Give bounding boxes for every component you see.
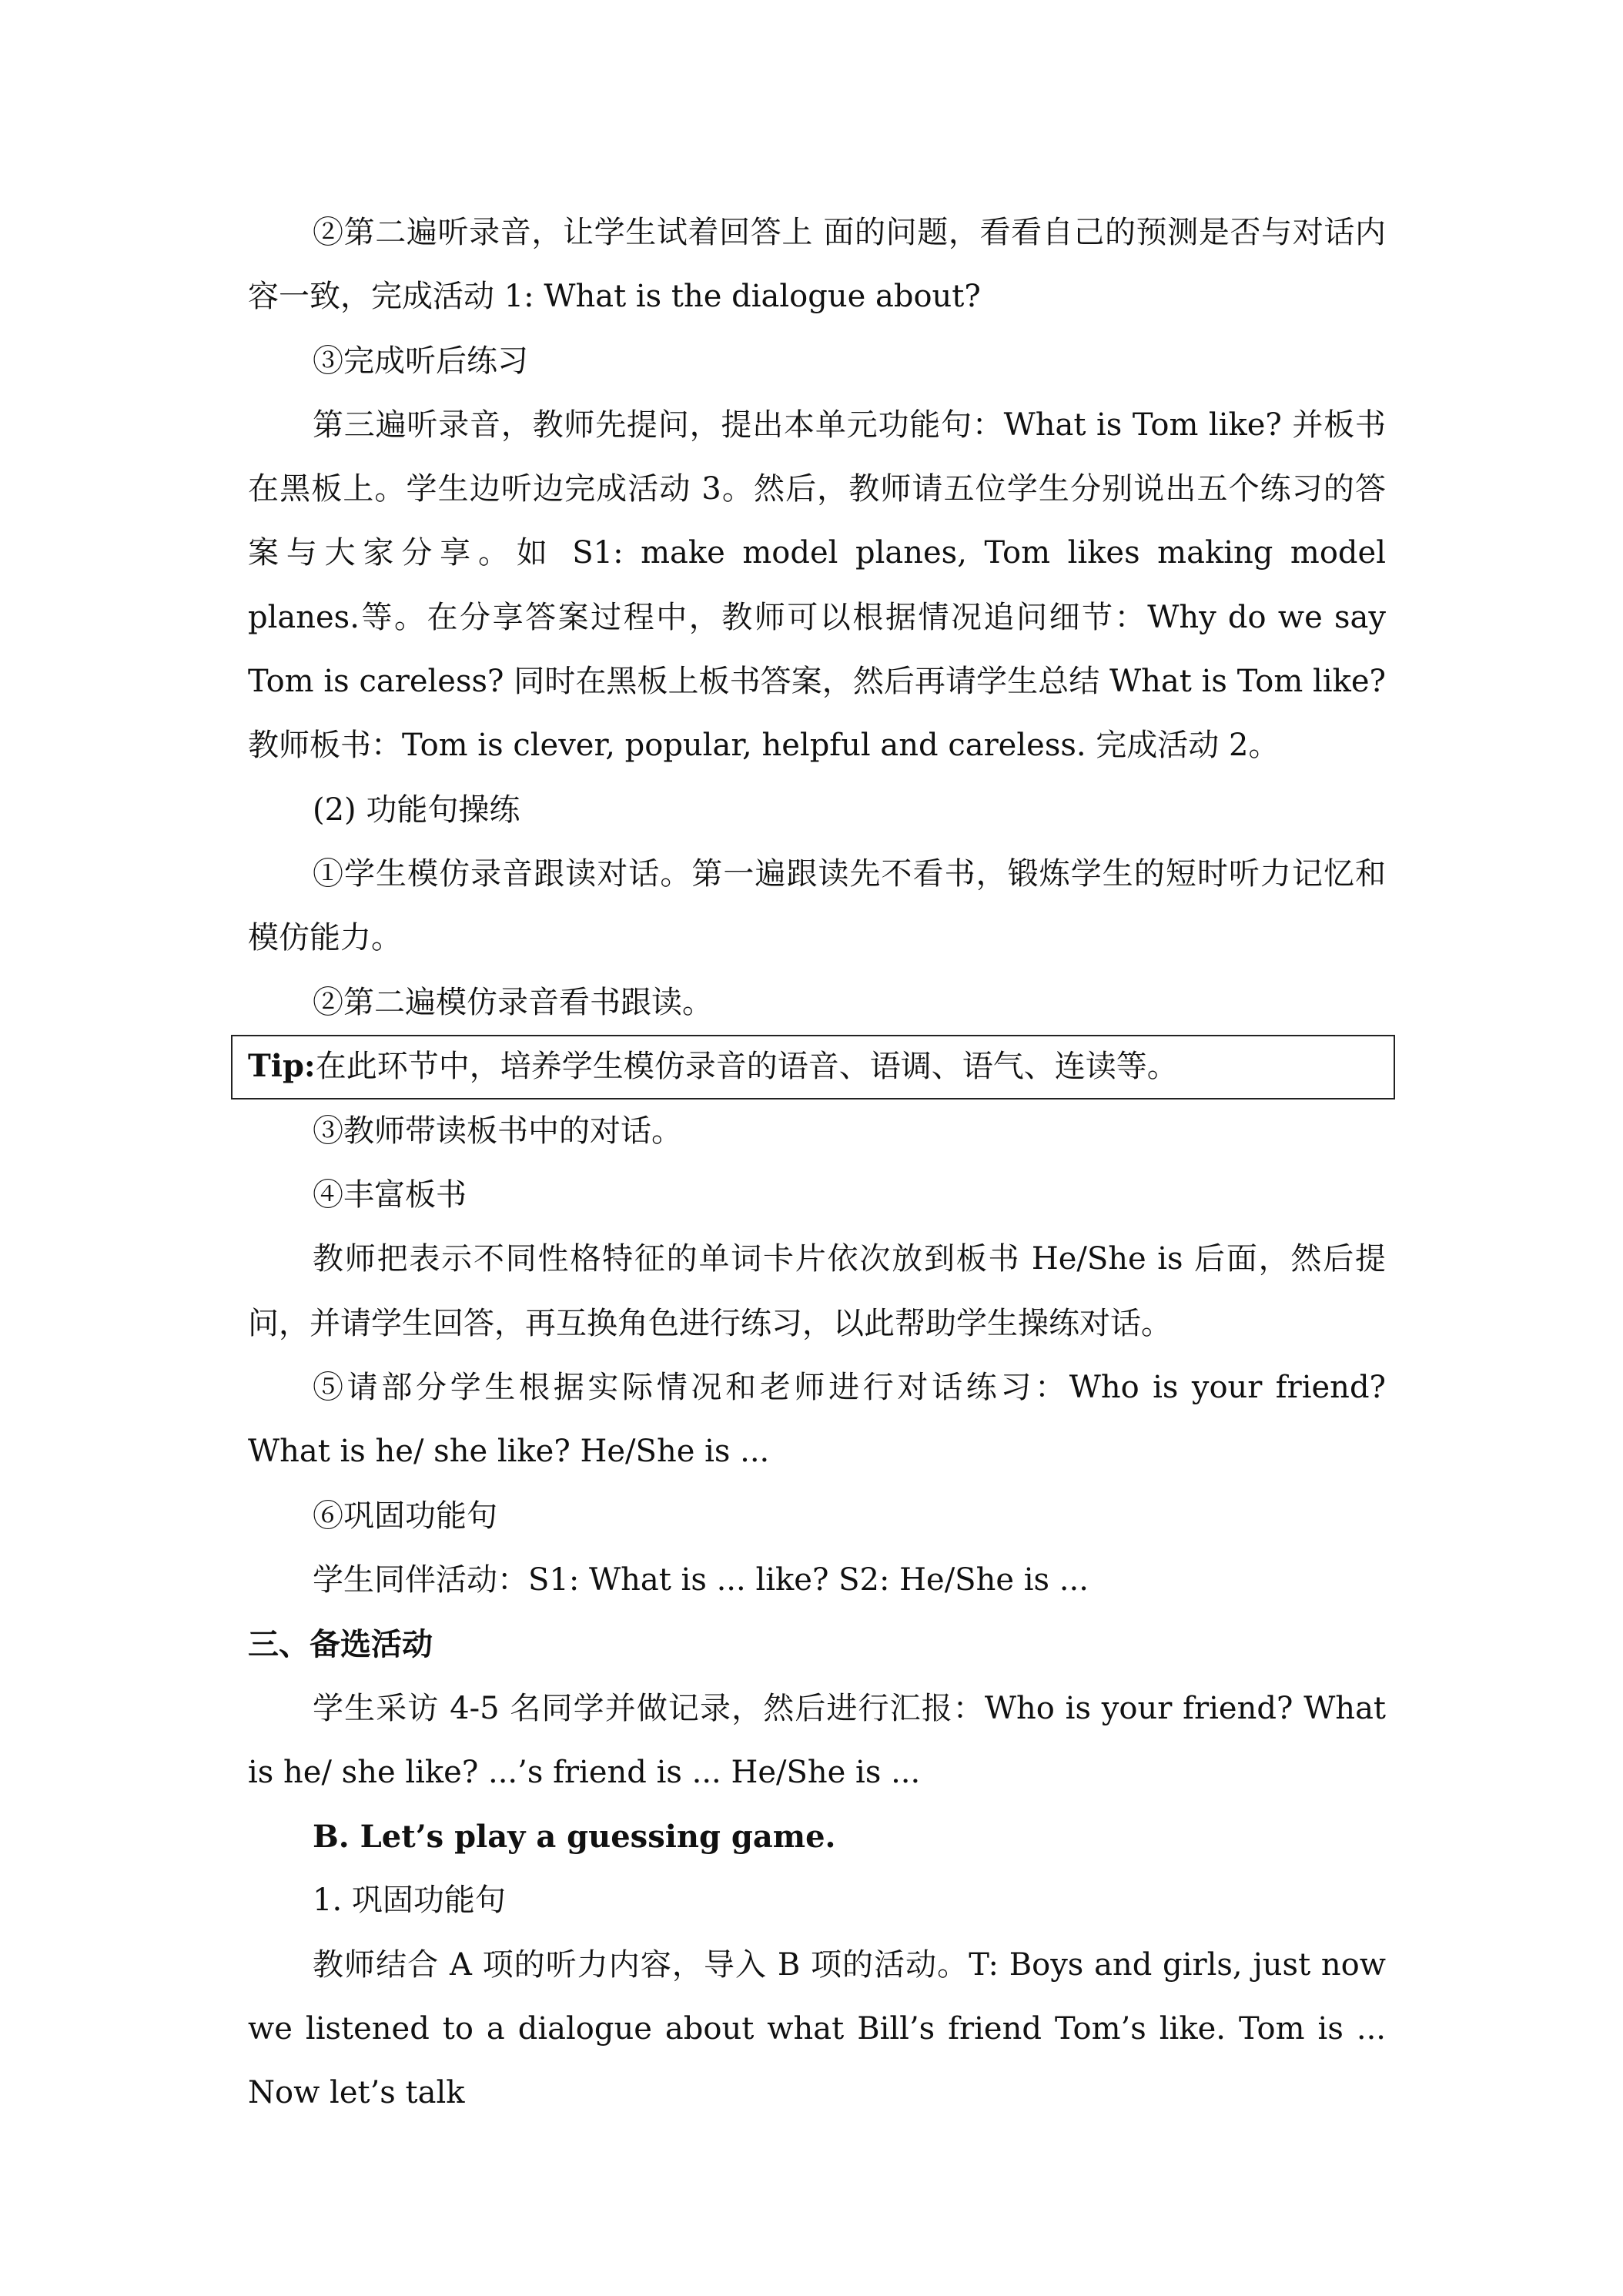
section-heading: 三、备选活动: [248, 1626, 433, 1663]
paragraph: 学生采访 4-5 名同学并做记录，然后进行汇报：Who is your friend? What is he/ she like? ...’s friend is ... He/She is ...: [248, 1690, 1386, 1790]
paragraph: ③完成听后练习: [313, 343, 528, 379]
tip-label: Tip:: [248, 1047, 316, 1084]
paragraph: 第三遍听录音，教师先提问，提出本单元功能句：What is Tom like? 并板书在黑板上。学生边听边完成活动 3。然后，教师请五位学生分别说出五个练习的答案与大家分享。如 S1: make model planes, Tom likes making model planes.等。在分享答案过程中，教师可以根据情况追问细节：Why do we say Tom is careless? 同时在黑板上板书答案，然后再请学生总结 What is Tom like? 教师板书：Tom is clever, popular, helpful and careless. 完成活动 2。: [248, 407, 1386, 764]
document-body: [248, 201, 1386, 2126]
paragraph: (2) 功能句操练: [313, 792, 520, 828]
paragraph: ②第二遍听录音，让学生试着回答上 面的问题，看看自己的预测是否与对话内容一致，完成活动 1: What is the dialogue about?: [248, 215, 1386, 315]
paragraph: ⑥巩固功能句: [313, 1498, 497, 1534]
paragraph: 1. 巩固功能句: [313, 1883, 506, 1919]
paragraph: ③教师带读板书中的对话。: [313, 1113, 682, 1149]
paragraph: ②第二遍模仿录音看书跟读。: [313, 984, 713, 1020]
paragraph: ④丰富板书: [313, 1177, 467, 1213]
tip-text: 在此环节中，培养学生模仿录音的语音、语调、语气、连读等。: [315, 1048, 1178, 1084]
paragraph: ①学生模仿录音跟读对话。第一遍跟读先不看书，锻炼学生的短时听力记忆和模仿能力。: [248, 855, 1386, 956]
paragraph: 学生同伴活动：S1: What is ... like? S2: He/She is ...: [313, 1561, 1089, 1598]
paragraph: ⑤请部分学生根据实际情况和老师进行对话练习：Who is your friend? What is he/ she like? He/She is ...: [248, 1370, 1386, 1470]
paragraph: 教师结合 A 项的听力内容，导入 B 项的活动。T: Boys and girls, just now we listened to a dialogue about what Bill’s friend Tom’s like. Tom is ... Now let’s talk: [248, 1946, 1386, 2111]
subsection-heading: B. Let’s play a guessing game.: [313, 1819, 836, 1856]
paragraph: 教师把表示不同性格特征的单词卡片依次放到板书 He/She is 后面，然后提问，并请学生回答，再互换角色进行练习，以此帮助学生操练对话。: [248, 1241, 1386, 1341]
tip-box: [231, 1035, 1395, 1099]
